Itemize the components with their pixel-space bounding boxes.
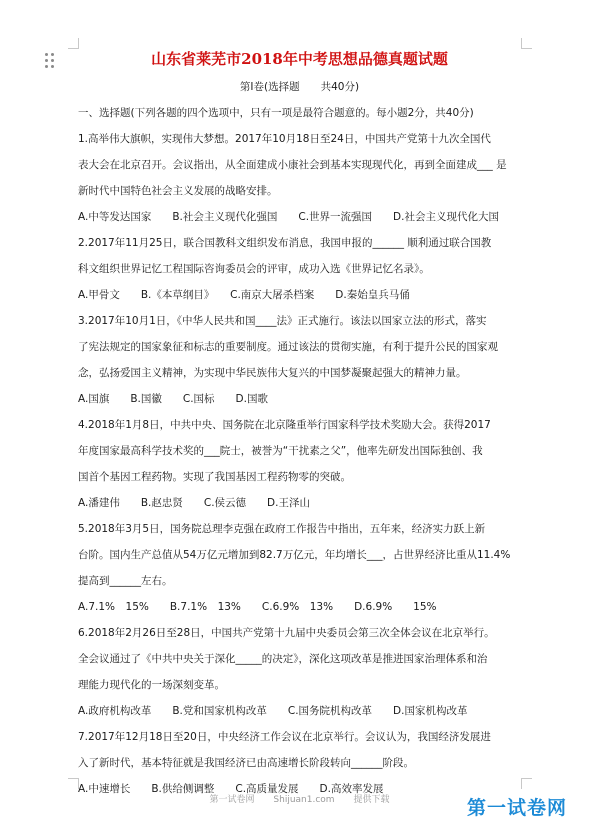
text-line: 入了新时代，基本特征就是我国经济已由高速增长阶段转向______阶段。 bbox=[78, 757, 414, 769]
text-line: 3.2017年10月1日，《中华人民共和国____法》正式施行。该法以国家立法的形式，落实 bbox=[78, 315, 487, 327]
text-line: 2.2017年11月25日，联合国教科文组织发布消息，我国申报的______ 顺利通过联合国教 bbox=[78, 237, 492, 249]
text-line: 台阶。国内生产总值从54万亿元增加到82.7万亿元，年均增长___，占世界经济比重从11.4% bbox=[78, 549, 511, 561]
answer-options: A.甲骨文 B.《本草纲目》 C.南京大屠杀档案 D.秦始皇兵马俑 bbox=[78, 289, 410, 301]
question-body bbox=[78, 100, 530, 802]
text-line: 1.高举伟大旗帜，实现伟大梦想。2017年10月18日至24日，中国共产党第十九次全国代 bbox=[78, 133, 491, 145]
text-line: 念，弘扬爱国主义精神，为实现中华民族伟大复兴的中国梦凝聚起强大的精神力量。 bbox=[78, 367, 467, 379]
answer-options: A.7.1% 15% B.7.1% 13% C.6.9% 13% D.6.9% 15% bbox=[78, 601, 437, 613]
text-line: 5.2018年3月5日，国务院总理李克强在政府工作报告中指出，五年来，经济实力跃上新 bbox=[78, 523, 486, 535]
answer-options: A.潘建伟 B.赵忠贤 C.侯云德 D.王泽山 bbox=[78, 497, 310, 509]
answer-options: A.国旗 B.国徽 C.国标 D.国歌 bbox=[78, 393, 268, 405]
text-line: 表大会在北京召开。会议指出，从全面建成小康社会到基本实现现代化，再到全面建成___ 是 bbox=[78, 159, 507, 171]
text-line: 年度国家最高科学技术奖的___院士，被誉为“干扰素之父”，他率先研发出国际独创、我 bbox=[78, 445, 483, 457]
answer-options: A.中速增长 B.供给侧调整 C.高质量发展 D.高效率发展 bbox=[78, 783, 384, 795]
footer-download-note: 提供下载 bbox=[353, 795, 390, 805]
document-title: 山东省莱芜市2018年中考思想品德真题试题 bbox=[151, 50, 448, 68]
answer-options: A.中等发达国家 B.社会主义现代化强国 C.世界一流强国 D.社会主义现代化大国 bbox=[78, 211, 499, 223]
text-line: 6.2018年2月26日至28日，中国共产党第十九届中央委员会第三次全体会议在北京举行。 bbox=[78, 627, 495, 639]
text-line: 理能力现代化的一场深刻变革。 bbox=[78, 679, 225, 691]
text-line: 7.2017年12月18日至20日，中央经济工作会议在北京举行。会议认为，我国经济发展进 bbox=[78, 731, 491, 743]
text-line: 了宪法规定的国家象征和标志的重要制度。通过该法的贯彻实施，有利于提升公民的国家观 bbox=[78, 341, 498, 353]
text-line: 新时代中国特色社会主义发展的战略安排。 bbox=[78, 185, 278, 197]
section-header: 第Ⅰ卷(选择题 共40分) bbox=[239, 81, 360, 93]
site-logo: 第一试卷网 bbox=[466, 797, 567, 819]
footer-site-name: 第一试卷网 bbox=[209, 795, 255, 805]
footer-site-url[interactable]: Shijuan1.com bbox=[273, 795, 335, 805]
text-line: 一、选择题(下列各题的四个选项中，只有一项是最符合题意的。每小题2分，共40分) bbox=[78, 107, 474, 119]
text-line: 提高到______左右。 bbox=[78, 575, 173, 587]
text-line: 国首个基因工程药物。实现了我国基因工程药物零的突破。 bbox=[78, 471, 351, 483]
text-line: 全会议通过了《中共中央关于深化_____的决定》，深化这项改革是推进国家治理体系和治 bbox=[78, 653, 488, 665]
text-line: 4.2018年1月8日，中共中央、国务院在北京隆重举行国家科学技术奖励大会。获得2017 bbox=[78, 419, 491, 431]
answer-options: A.政府机构改革 B.党和国家机构改革 C.国务院机构改革 D.国家机构改革 bbox=[78, 705, 468, 717]
text-line: 科文组织世界记忆工程国际咨询委员会的评审，成功入选《世界记忆名录》。 bbox=[78, 263, 430, 275]
